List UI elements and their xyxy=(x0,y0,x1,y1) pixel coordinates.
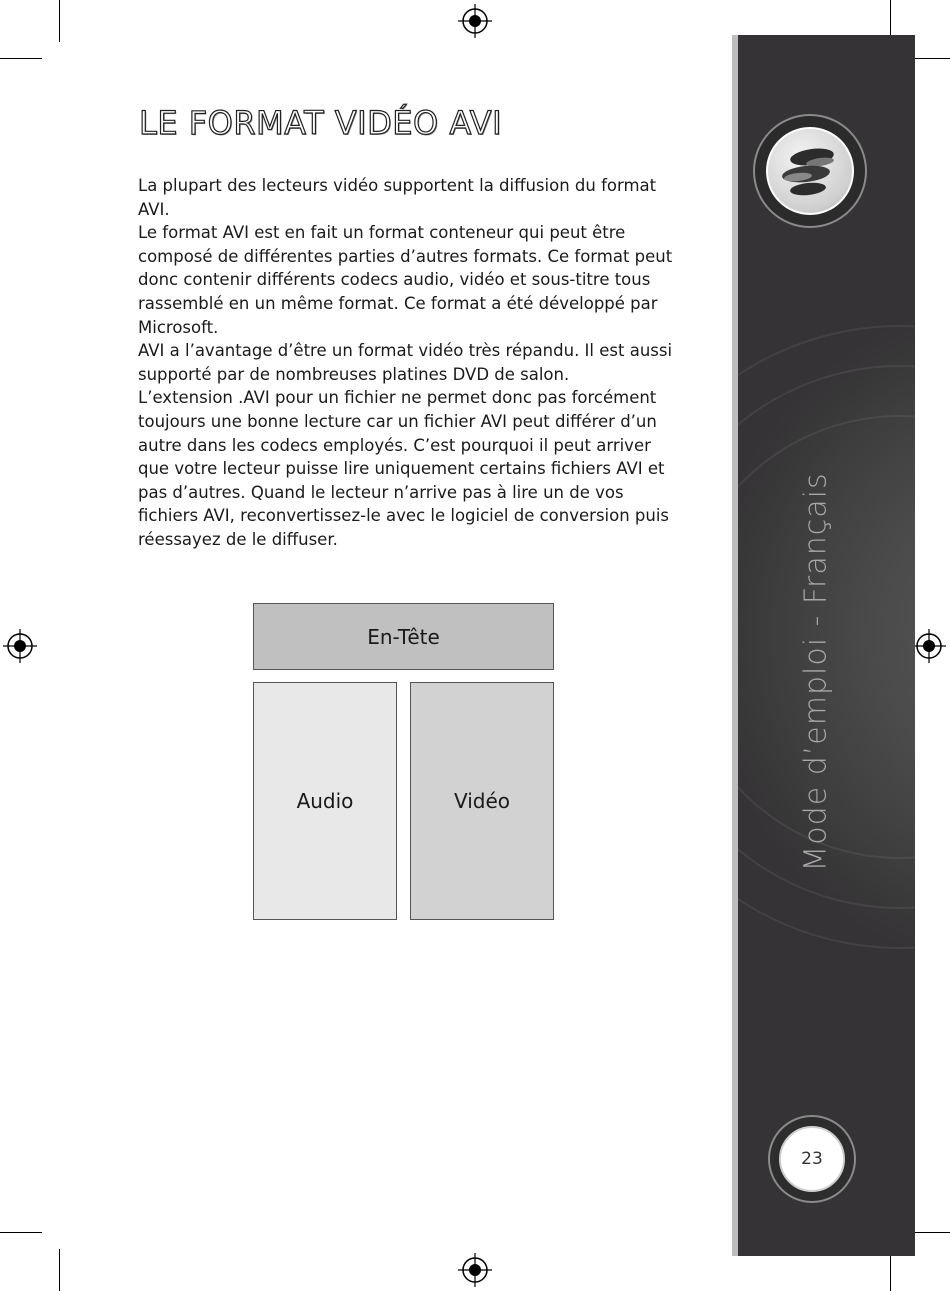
crop-mark xyxy=(0,1232,42,1233)
paragraph: Le format AVI est en fait un format conteneur qui peut être composé de différentes parties d’autres formats. Ce format peut donc contenir différents codecs audio, vidéo et sous-titre tous rassemblé en un même format. Ce format a été développé par Microsoft. xyxy=(138,223,673,337)
diagram-header-label: En-Tête xyxy=(367,624,440,649)
diagram-audio-box xyxy=(253,682,397,920)
body-text xyxy=(138,174,678,552)
registration-mark-icon xyxy=(458,4,492,38)
disc-logo-icon xyxy=(766,127,854,215)
diagram-video-box xyxy=(410,682,554,920)
crop-mark xyxy=(59,1249,60,1291)
paragraph: La plupart des lecteurs vidéo supportent la diffusion du format AVI. xyxy=(138,176,657,219)
logo-badge xyxy=(753,114,867,228)
page-title: LE FORMAT VIDÉO AVI xyxy=(139,104,502,142)
registration-mark-icon xyxy=(912,629,946,663)
crop-mark xyxy=(0,58,42,59)
registration-mark-icon xyxy=(3,629,37,663)
sidebar-label: Mode d’emploi - Français xyxy=(798,472,834,872)
crop-mark xyxy=(59,0,60,42)
disc-logo-graphic xyxy=(768,129,852,213)
diagram-header-box xyxy=(253,603,554,670)
page-number: 23 xyxy=(779,1126,845,1192)
paragraph: L’extension .AVI pour un fichier ne permet donc pas forcément toujours une bonne lecture car un fichier AVI peut différer d’un autre dans les codecs employés. C’est pourquoi il peut arriver que votre lecteur puisse lire uniquement certains fichiers AVI et pas d’autres. Quand le lecteur n’arrive pas à lire un de vos fichiers AVI, reconvertissez-le avec le logiciel de conversion puis réessayez de le diffuser. xyxy=(138,388,670,549)
diagram-video-label: Vidéo xyxy=(453,789,511,813)
diagram-audio-label: Audio xyxy=(296,789,354,813)
paragraph: AVI a l’avantage d’être un format vidéo très répandu. Il est aussi supporté par de nombreuses platines DVD de salon. xyxy=(138,341,673,384)
registration-mark-icon xyxy=(458,1253,492,1287)
page-number-badge xyxy=(768,1115,856,1203)
